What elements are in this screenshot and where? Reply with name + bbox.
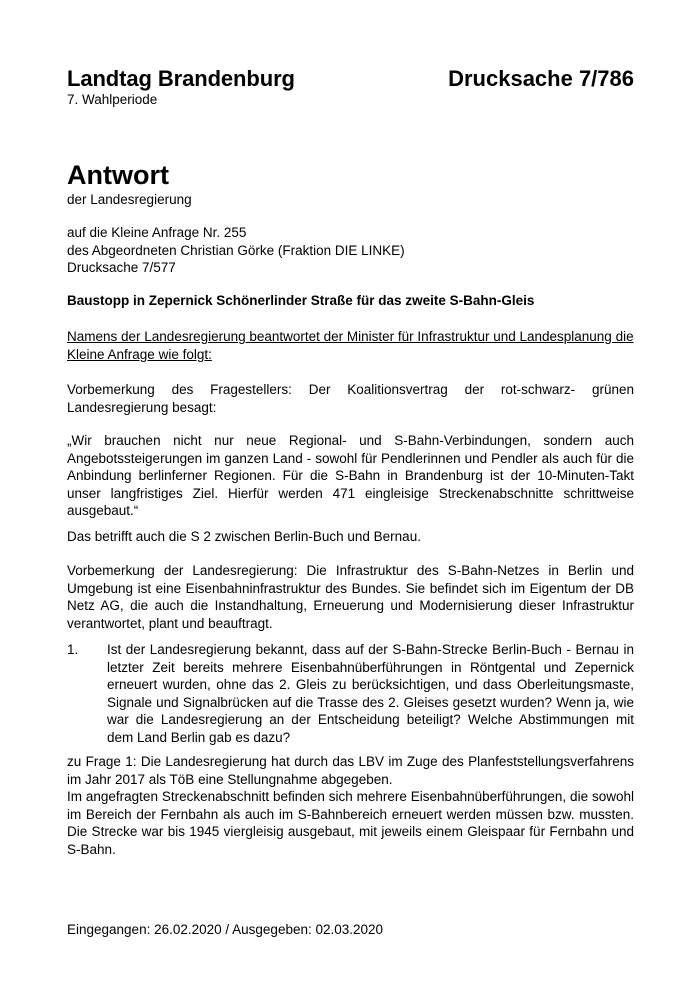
page-subtitle: der Landesregierung: [67, 192, 192, 207]
reference-member: des Abgeordneten Christian Görke (Fraktion DIE LINKE): [67, 242, 405, 258]
s2-remark: Das betrifft auch die S 2 zwischen Berlin-Buch und Bernau.: [67, 529, 421, 544]
legislative-period: 7. Wahlperiode: [67, 92, 158, 107]
footer-dates: Eingegangen: 26.02.2020 / Ausgegeben: 02.03.2020: [67, 922, 384, 937]
reference-inquiry: auf die Kleine Anfrage Nr. 255: [67, 225, 247, 240]
reference-block: [67, 224, 405, 277]
document-number: Drucksache 7/786: [448, 66, 634, 91]
answer-1-part-b: Im angefragten Streckenabschnitt befinden sich mehrere Eisenbahnüberführungen, die sowohl im Bereich der Fernbahn als auch im S-Bahnbereich erneuert werden müssen bzw. mussten. Die Strecke war bis 1945 viergleisig ausgebaut, mit jeweils einem Gleispaar für Fernbahn und S-Bahn.: [67, 789, 634, 857]
intro-statement: Namens der Landesregierung beantwortet der Minister für Infrastruktur und Landesplanung die Kleine Anfrage wie folgt:: [67, 329, 634, 362]
coalition-quote: „Wir brauchen nicht nur neue Regional- und S-Bahn-Verbindungen, sondern auch Angebotssteigerungen im ganzen Land - sowohl für Pendlerinnen und Pendler als auch für die Anbindung berlinferner Regionen. Für die S-Bahn in Brandenburg ist der 10-Minuten-Takt unser langfristiges Ziel. Hierfür werden 471 eingleisige Streckenabschnitte schrittweise ausgebaut.“: [67, 433, 634, 518]
document-header: [67, 66, 634, 92]
answer-1: [67, 753, 634, 858]
subject-heading: Baustopp in Zepernick Schönerlinder Straße für das zweite S-Bahn-Gleis: [67, 293, 535, 308]
page-title: Antwort: [67, 160, 169, 190]
answer-1-part-a: zu Frage 1: Die Landesregierung hat durch das LBV im Zuge des Planfeststellungsverfahrens im Jahr 2017 als TöB eine Stellungnahme abgegeben.: [67, 754, 634, 787]
preliminary-remark-questioner: Vorbemerkung des Fragestellers: Der Koalitionsvertrag der rot-schwarz- grünen Landesregierung besagt:: [67, 382, 634, 415]
question-1: [67, 641, 634, 746]
parliament-name: Landtag Brandenburg: [67, 66, 295, 91]
question-number: 1.: [67, 642, 79, 657]
question-text: Ist der Landesregierung bekannt, dass auf der S-Bahn-Strecke Berlin-Buch - Bernau in letzter Zeit bereits mehrere Eisenbahnüberführungen in Röntgental und Zepernick erneuert wurden, ohne das 2. Gleis zu berücksichtigen, und dass Oberleitungsmaste, Signale und Signalbrücken auf die Trasse des 2. Gleises gesetzt wurden? Wenn ja, wie war die Landesregierung an der Entscheidung beteiligt? Welche Abstimmungen mit dem Land Berlin gab es dazu?: [107, 642, 634, 745]
preliminary-remark-government: Vorbemerkung der Landesregierung: Die Infrastruktur des S-Bahn-Netzes in Berlin und Umgebung ist eine Eisenbahninfrastruktur des Bundes. Sie befindet sich im Eigentum der DB Netz AG, die auch die Instandhaltung, Erneuerung und Modernisierung dieser Infrastruktur verantwortet, plant und beauftragt.: [67, 563, 634, 631]
reference-printed-matter: Drucksache 7/577: [67, 260, 176, 275]
